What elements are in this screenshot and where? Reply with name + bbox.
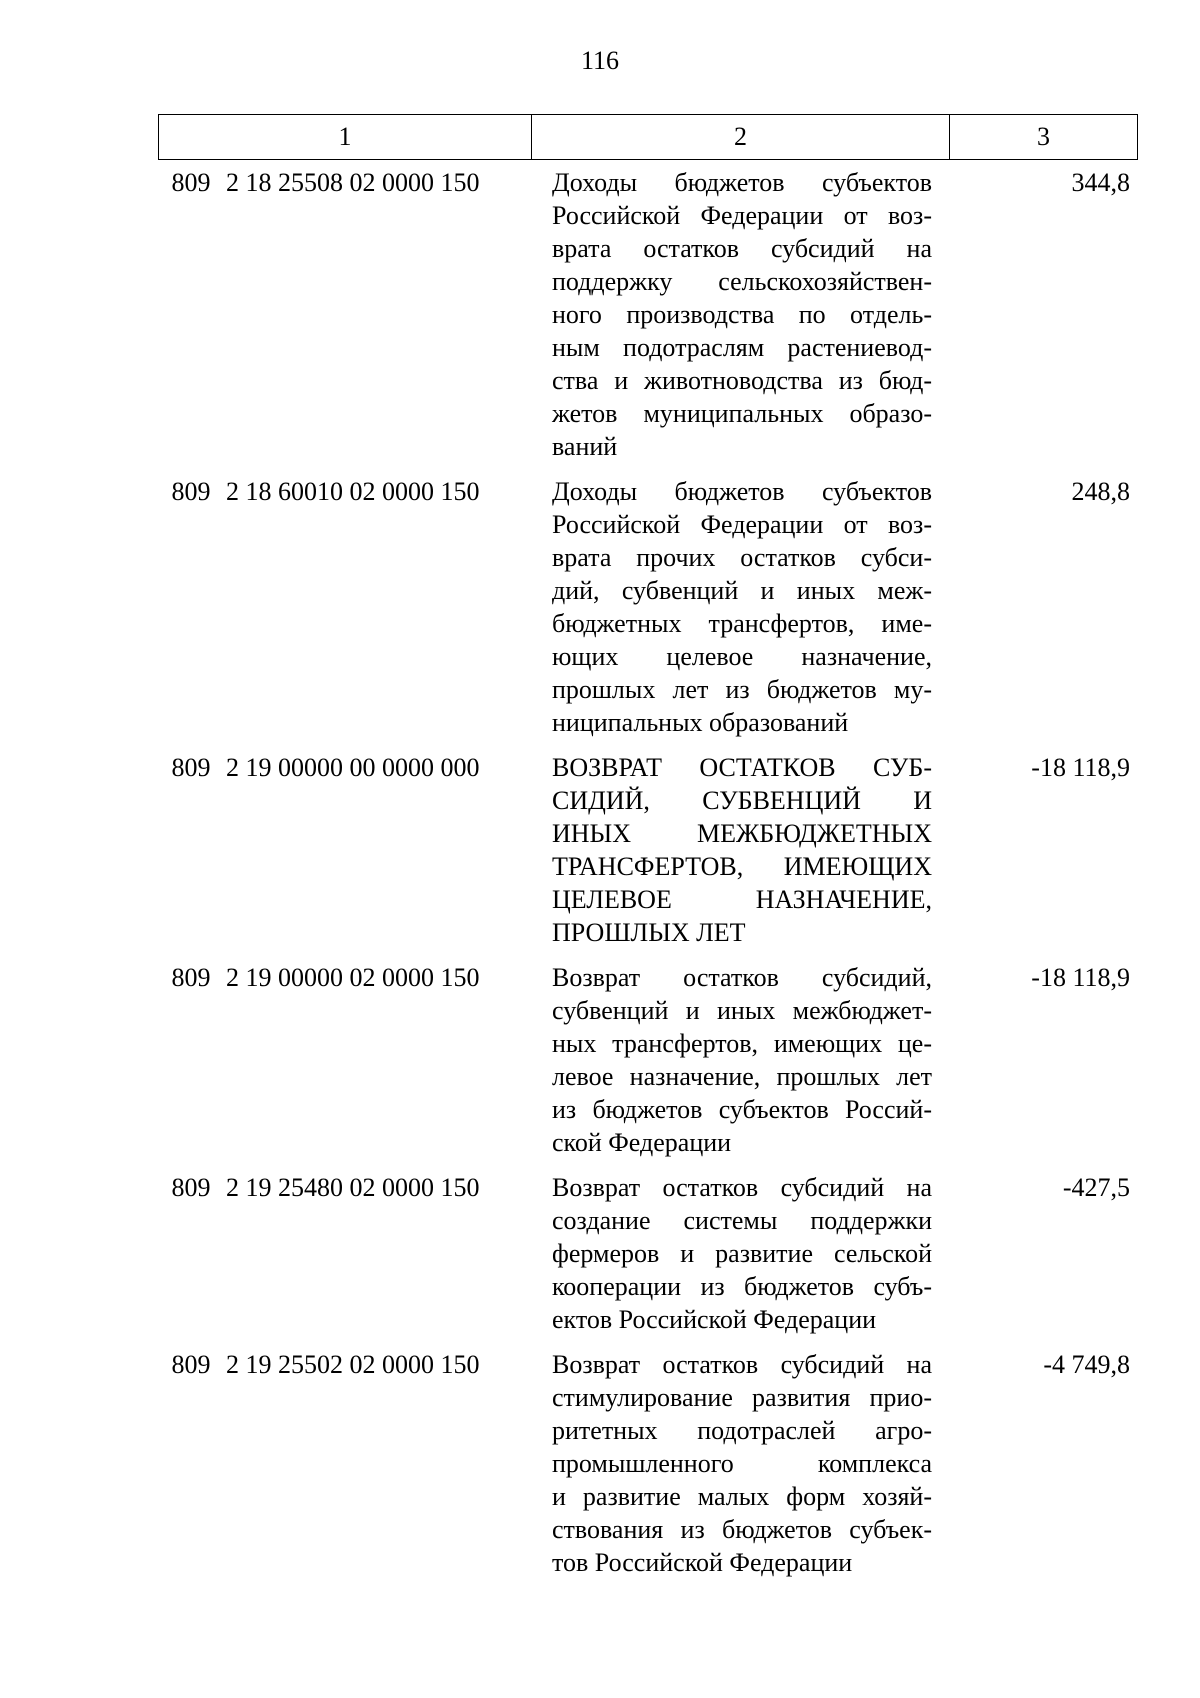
income-name-line: субвенций и иных межбюджет-	[552, 996, 932, 1025]
budget-classification-code: 2 19 00000 00 0000 000	[226, 753, 480, 782]
income-name-line: Доходы бюджетов субъектов	[552, 477, 932, 506]
income-name	[552, 166, 932, 463]
income-name-line: из бюджетов субъектов Россий-	[552, 1095, 932, 1124]
table-row	[158, 961, 1138, 1159]
table-row	[158, 475, 1138, 739]
income-name-line: создание системы поддержки	[552, 1206, 932, 1235]
income-name-line: ПРОШЛЫХ ЛЕТ	[552, 918, 746, 947]
table-row	[158, 166, 1138, 463]
income-name	[552, 1171, 932, 1336]
income-name-line: Российской Федерации от воз-	[552, 510, 932, 539]
admin-code: 809	[171, 1173, 211, 1202]
header-cell-3: 3	[1037, 122, 1050, 151]
income-name-line: ТРАНСФЕРТОВ, ИМЕЮЩИХ	[552, 852, 932, 881]
income-name-line: врата остатков субсидий на	[552, 234, 932, 263]
amount: 248,8	[1071, 477, 1130, 506]
income-name	[552, 751, 932, 949]
income-name-line: ВОЗВРАТ ОСТАТКОВ СУБ-	[552, 753, 932, 782]
income-name-line: врата прочих остатков субси-	[552, 543, 932, 572]
income-name-line: прошлых лет из бюджетов му-	[552, 675, 932, 704]
admin-code: 809	[171, 477, 211, 506]
table-row	[158, 1348, 1138, 1579]
budget-classification-code: 2 19 25480 02 0000 150	[226, 1173, 480, 1202]
admin-code: 809	[171, 753, 211, 782]
budget-classification-code: 2 19 25502 02 0000 150	[226, 1350, 480, 1379]
income-name-line: Российской Федерации от воз-	[552, 201, 932, 230]
income-name-line: ного производства по отдель-	[552, 300, 932, 329]
income-name-line: кооперации из бюджетов субъ-	[552, 1272, 932, 1301]
page-number: 116	[580, 46, 620, 75]
income-name-line: ным подотраслям растениевод-	[552, 333, 932, 362]
income-name-line: ниципальных образований	[552, 708, 849, 737]
income-name-line: Доходы бюджетов субъектов	[552, 168, 932, 197]
income-name-line: промышленного комплекса	[552, 1449, 932, 1478]
income-name-line: фермеров и развитие сельской	[552, 1239, 932, 1268]
income-name-line: стимулирование развития прио-	[552, 1383, 932, 1412]
income-name-line: ектов Российской Федерации	[552, 1305, 877, 1334]
amount: -18 118,9	[1031, 963, 1130, 992]
table-row	[158, 751, 1138, 949]
income-name-line: ской Федерации	[552, 1128, 732, 1157]
income-name-line: ЦЕЛЕВОЕ НАЗНАЧЕНИЕ,	[552, 885, 932, 914]
income-name-line: Возврат остатков субсидий на	[552, 1350, 932, 1379]
admin-code: 809	[171, 168, 211, 197]
income-name	[552, 961, 932, 1159]
income-name-line: ИНЫХ МЕЖБЮДЖЕТНЫХ	[552, 819, 932, 848]
header-cell-1: 1	[159, 115, 532, 159]
income-name-line: Возврат остатков субсидий,	[552, 963, 932, 992]
income-name	[552, 1348, 932, 1579]
income-name-line: ных трансфертов, имеющих це-	[552, 1029, 932, 1058]
budget-classification-code: 2 19 00000 02 0000 150	[226, 963, 480, 992]
income-name-line: поддержку сельскохозяйствен-	[552, 267, 932, 296]
income-name-line: и развитие малых форм хозяй-	[552, 1482, 932, 1511]
header-cell-2: 2	[532, 115, 950, 159]
income-name-line: ритетных подотраслей агро-	[552, 1416, 932, 1445]
amount: -18 118,9	[1031, 753, 1130, 782]
income-name-line: Возврат остатков субсидий на	[552, 1173, 932, 1202]
income-name-line: ства и животноводства из бюд-	[552, 366, 932, 395]
amount: -4 749,8	[1043, 1350, 1130, 1379]
income-name-line: ющих целевое назначение,	[552, 642, 932, 671]
table-body	[158, 166, 1138, 1591]
table-header	[158, 114, 1138, 160]
income-name-line: бюджетных трансфертов, име-	[552, 609, 932, 638]
table-row	[158, 1171, 1138, 1336]
budget-classification-code: 2 18 25508 02 0000 150	[226, 168, 480, 197]
income-name-line: дий, субвенций и иных меж-	[552, 576, 932, 605]
amount: 344,8	[1071, 168, 1130, 197]
income-name-line: ваний	[552, 432, 618, 461]
amount: -427,5	[1062, 1173, 1130, 1202]
income-name-line: ствования из бюджетов субъек-	[552, 1515, 932, 1544]
admin-code: 809	[171, 963, 211, 992]
income-name-line: СИДИЙ, СУБВЕНЦИЙ И	[552, 786, 932, 815]
income-name-line: жетов муниципальных образо-	[552, 399, 932, 428]
income-name-line: тов Российской Федерации	[552, 1548, 853, 1577]
income-name	[552, 475, 932, 739]
admin-code: 809	[171, 1350, 211, 1379]
income-name-line: левое назначение, прошлых лет	[552, 1062, 932, 1091]
budget-classification-code: 2 18 60010 02 0000 150	[226, 477, 480, 506]
